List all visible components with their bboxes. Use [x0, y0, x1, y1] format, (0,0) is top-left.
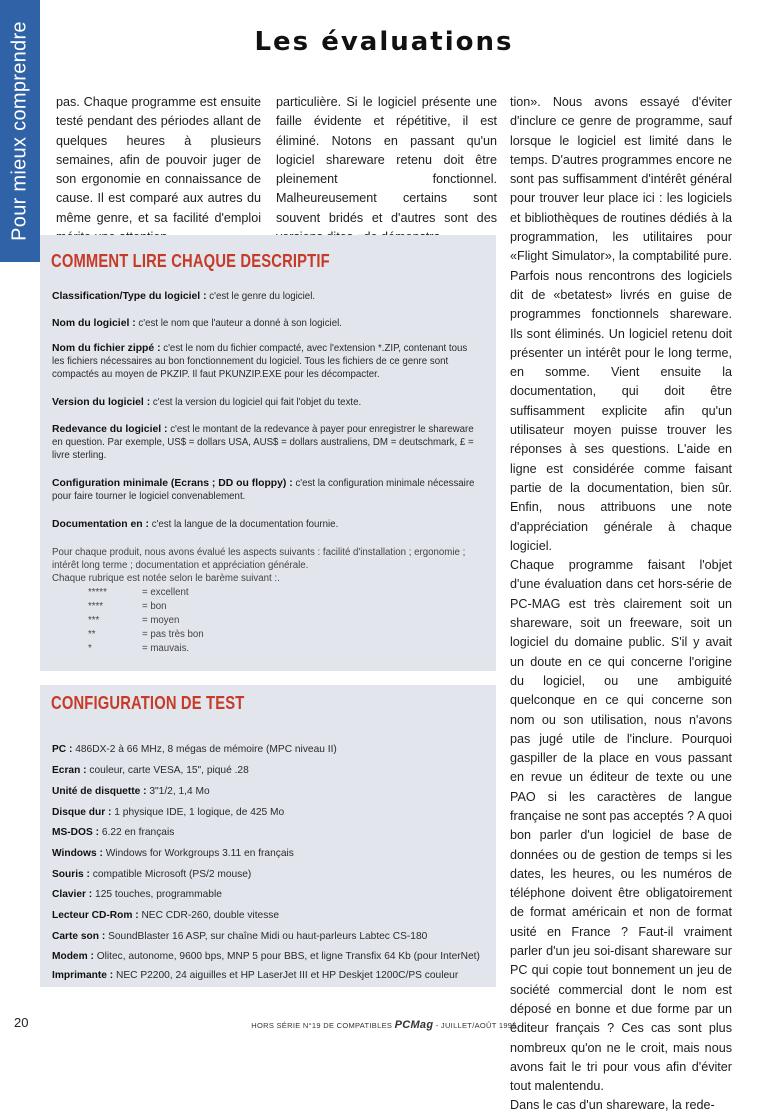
rating-row [88, 600, 167, 613]
config-term: Souris : [52, 869, 90, 880]
config-heading: CONFIGURATION DE TEST [51, 693, 245, 713]
config-item [52, 743, 486, 756]
entry-text: c'est la version du logiciel qui fait l'objet du texte. [152, 397, 362, 408]
rating-row [88, 642, 189, 655]
config-item [52, 909, 486, 922]
config-box [40, 685, 496, 987]
config-text: 486DX-2 à 66 MHz, 8 mégas de mémoire (MPC niveau II) [75, 744, 337, 755]
descriptif-entry [52, 396, 482, 409]
descriptif-heading: COMMENT LIRE CHAQUE DESCRIPTIF [51, 251, 330, 271]
config-text: couleur, carte VESA, 15", piqué .28 [89, 765, 249, 776]
rating-row [88, 586, 189, 599]
config-text: NEC CDR-260, double vitesse [141, 910, 280, 921]
config-term: Windows : [52, 848, 103, 859]
entry-term: Nom du fichier zippé : [52, 343, 161, 354]
config-text: 6.22 en français [101, 827, 175, 838]
config-text: Olitec, autonome, 9600 bps, MNP 5 pour BBS, et ligne Transfix 64 Kb (pour InterNet) [96, 951, 480, 962]
config-item [52, 930, 486, 943]
entry-text: c'est le montant de la redevance à payer pour enregistrer le shareware en question. Par exemple, US$ = dollars USA, AUS$ = dollars australiens, DM = deutschmark, £ = livre sterling. [52, 424, 474, 461]
entry-text: c'est la langue de la documentation fournie. [151, 519, 339, 530]
config-text: Windows for Workgroups 3.11 en français [105, 848, 294, 859]
entry-term: Version du logiciel : [52, 397, 151, 408]
entry-term: Nom du logiciel : [52, 318, 136, 329]
section-label: Pour mieux comprendre [8, 21, 31, 241]
config-text: SoundBlaster 16 ASP, sur chaîne Midi ou haut-parleurs Labtec CS-180 [108, 931, 428, 942]
config-item [52, 826, 486, 839]
config-text: 3"1/2, 1,4 Mo [149, 786, 210, 797]
entry-term: Redevance du logiciel : [52, 424, 168, 435]
config-term: Unité de disquette : [52, 786, 147, 797]
page-number: 20 [14, 1015, 29, 1030]
rating-label: = bon [142, 601, 167, 612]
rating-explanation: Pour chaque produit, nous avons évalué les aspects suivants : facilité d'installation ; ergonomie ; intérêt long terme ; documentation et appréciation générale. [52, 547, 466, 571]
config-term: Imprimante : [52, 970, 114, 981]
column-3-paragraph: tion». Nous avons essayé d'éviter d'inclure ce genre de programme, sauf lorsque le logiciel est limité dans le temps. D'autres programmes encore ne sont pas suffisamment d'intérêt général pour trouver leur place ici : les logiciels et bibliothèques de routines dédiés à la programmation, les utilitaires pour «Flight Simulator», la comptabilité pure. Parfois nous rencontrons des logiciels dit de «betatest» livrés en guise de programmes fonctionnels shareware. Ils sont éliminés. Un logiciel retenu doit présenter un intérêt pour le long terme, en somme. Vient ensuite la documentation, qui doit être suffisamment explicite afin qu'un utilisateur moyen puisse trouver les réponses à ses questions. L'aide en ligne est considérée comme faisant partie de la documentation, bien sûr. Enfin, nous attribuons une note d'appréciation générale à chaque logiciel. [510, 95, 732, 553]
rating-stars: * [88, 643, 92, 654]
config-text: 1 physique IDE, 1 logique, de 425 Mo [114, 807, 285, 818]
rating-stars: **** [88, 601, 104, 612]
config-term: Clavier : [52, 889, 93, 900]
body-column-1: pas. Chaque programme est ensuite testé pendant des périodes allant de quelques heures à plusieurs semaines, afin de pouvoir juger de son ergonomie en connaissance de cause. Il est comparé aux autres du même genre, et sa facilité d'emploi [56, 95, 261, 225]
rating-stars: *** [88, 615, 100, 626]
magazine-brand: PCMag [394, 1019, 434, 1031]
footer-prefix: HORS SÉRIE N°19 DE COMPATIBLES [251, 1021, 393, 1030]
entry-text: c'est la configuration minimale nécessaire pour faire tourner le logiciel convenablement. [52, 478, 475, 502]
descriptif-entry [52, 317, 482, 330]
descriptif-entry [52, 518, 482, 531]
rating-label: = excellent [142, 587, 189, 598]
config-text: compatible Microsoft (PS/2 mouse) [92, 869, 252, 880]
config-text: 125 touches, programmable [95, 889, 222, 900]
descriptif-entry [52, 290, 482, 303]
descriptif-entry [52, 423, 482, 462]
column-3-paragraph: Chaque programme faisant l'objet d'une évaluation dans cet hors-série de PC-MAG est très clairement soit un shareware, soit un freeware, soit un logiciel du domaine public. S'il y avait un doute en ce qui concerne l'origine du logiciel, ou une ambiguité quelconque en ce qui concerne son nom ou son utilisation, nous n'avons pas jugé utile de l'inclure. Pourquoi gaspiller de la place en vous passant en revue un éditeur de texte ou une PAO si les caractères de langue française ne sont pas acceptés ? A quoi bon parler d'un logiciel de base de données ou de gestion de temps si les dates, les heures, ou les numéros de téléphone doivent être obligatoirement de format américain et non de format usité en France ? Faut-il vraiment parler d'un jeu soi-disant shareware sur PC qui copie tout bonnement un jeu de société commercial dont le nom est déposé en bonne et due forme par un éditeur français ? Ces cas sont plus nombreux qu'on ne le croit, mais nous avons fait le tri pour vous afin d'éviter tout malentendu. [510, 558, 732, 1094]
rating-row [88, 628, 204, 641]
body-column-2: particulière. Si le logiciel présente une faille évidente et répétitive, il est éliminé. Notons en passant qu'un logiciel shareware retenu doit être pleinement fonctionnel. Malheureusement certains sont souvent bridés et d'autres sont des [276, 95, 497, 225]
footer-line [0, 1019, 768, 1031]
entry-text: c'est le nom que l'auteur a donné à son logiciel. [138, 318, 342, 329]
entry-text: c'est le genre du logiciel. [209, 291, 316, 302]
descriptif-entry [52, 477, 482, 503]
config-term: Ecran : [52, 765, 87, 776]
config-term: Lecteur CD-Rom : [52, 910, 139, 921]
entry-term: Documentation en : [52, 519, 149, 530]
config-item [52, 868, 486, 881]
rating-scale-intro: Chaque rubrique est notée selon le barème suivant :. [52, 573, 280, 584]
descriptif-box [40, 235, 496, 671]
config-term: Carte son : [52, 931, 106, 942]
config-term: Modem : [52, 951, 94, 962]
config-item [52, 806, 486, 819]
rating-stars: ** [88, 629, 96, 640]
page-title: Les évaluations [254, 27, 514, 57]
config-item [52, 888, 486, 901]
rating-row [88, 614, 179, 627]
entry-term: Configuration minimale (Ecrans ; DD ou floppy) : [52, 478, 293, 489]
config-item [52, 785, 486, 798]
config-term: MS-DOS : [52, 827, 99, 838]
entry-term: Classification/Type du logiciel : [52, 291, 207, 302]
descriptif-entry [52, 342, 482, 381]
config-item [52, 847, 486, 860]
body-column-3 [510, 93, 732, 1116]
config-term: Disque dur : [52, 807, 112, 818]
rating-label: = pas très bon [142, 629, 204, 640]
entry-text: c'est le nom du fichier compacté, avec l'extension *.ZIP, contenant tous les fichiers nécessaires au bon fonctionnement du logiciel. Tous les fichiers de ce genre sont compactés au moyen de PKZIP. Il faut PKUNZIP.EXE pour les décompacter. [52, 343, 468, 380]
config-item [52, 950, 486, 963]
config-item [52, 969, 486, 982]
config-item [52, 764, 486, 777]
footer-suffix: - JUILLET/AOÛT 1995 [435, 1021, 517, 1030]
column-3-paragraph: Dans le cas d'un shareware, la rede- [510, 1098, 715, 1113]
rating-stars: ***** [88, 587, 107, 598]
rating-label: = moyen [142, 615, 180, 626]
config-term: PC : [52, 744, 73, 755]
config-text: NEC P2200, 24 aiguilles et HP LaserJet III et HP Deskjet 1200C/PS couleur [115, 970, 459, 981]
rating-label: = mauvais. [142, 643, 190, 654]
